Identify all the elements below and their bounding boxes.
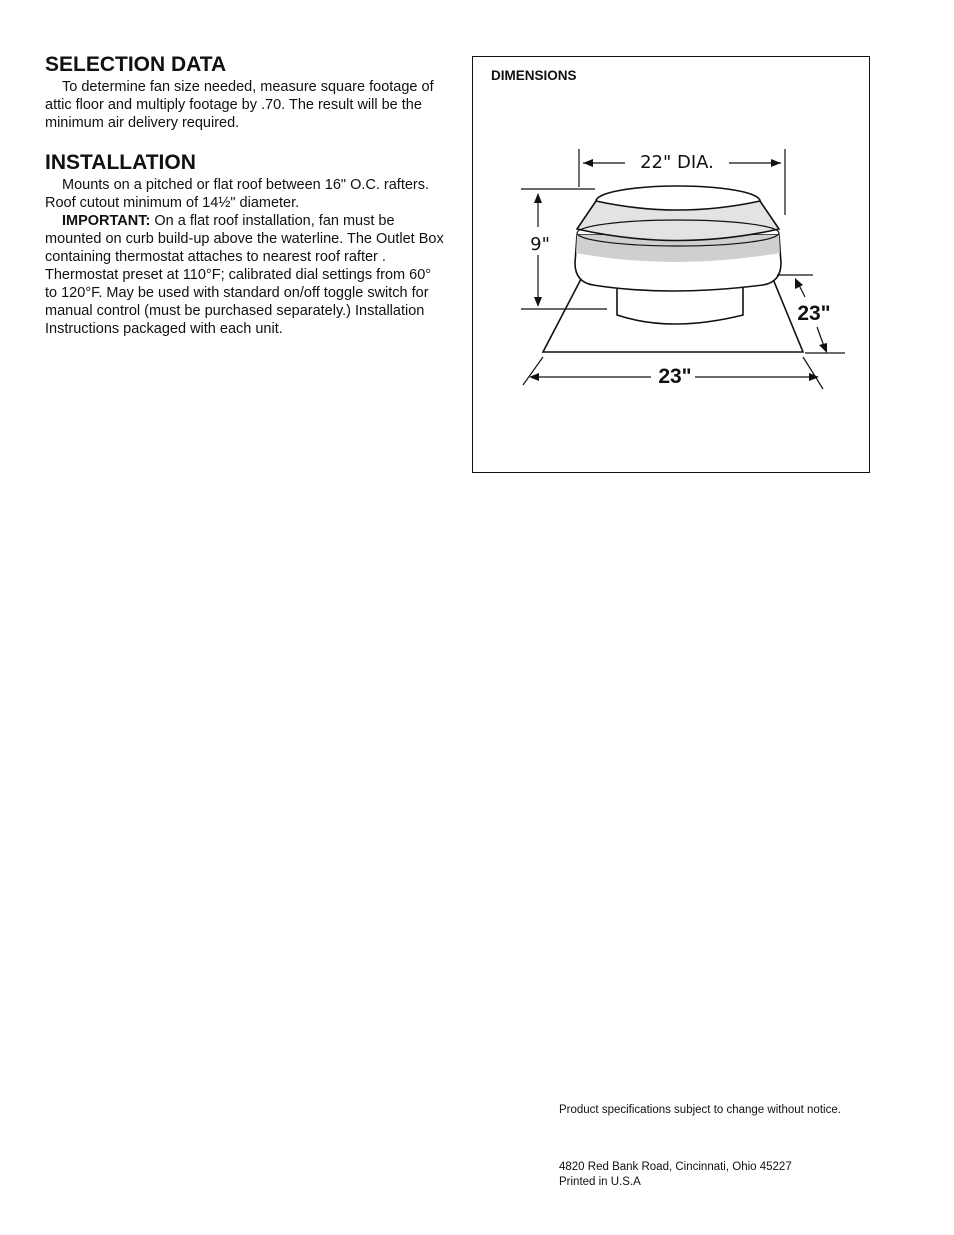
company-address: 4820 Red Bank Road, Cincinnati, Ohio 45227 <box>559 1161 792 1173</box>
important-label: IMPORTANT: <box>62 213 151 229</box>
installation-heading: INSTALLATION <box>45 151 196 174</box>
side-label: 23" <box>797 302 831 325</box>
installation-para-1: Mounts on a pitched or flat roof between 16" O.C. rafters. Roof cutout minimum of 14½" diameter. <box>45 177 430 211</box>
left-column <box>45 52 445 338</box>
height-label: 9" <box>530 234 550 255</box>
roof-vent-dimension-diagram <box>473 57 871 474</box>
selection-data-text: To determine fan size needed, measure square footage of attic floor and multiply footage by .70. The result will be the minimum air delivery required. <box>45 79 434 131</box>
installation-para-2 <box>45 212 445 338</box>
dimensions-panel <box>472 56 870 473</box>
selection-data-heading: SELECTION DATA <box>45 53 227 76</box>
dimensions-heading: DIMENSIONS <box>491 68 577 83</box>
spec-change-notice: Product specifications subject to change without notice. <box>559 1104 841 1116</box>
printed-in: Printed in U.S.A <box>559 1176 641 1188</box>
diameter-label: 22" DIA. <box>640 152 714 173</box>
installation-para-2-text: On a flat roof installation, fan must be mounted on curb build-up above the waterline. The Outlet Box containing thermostat attaches to nearest roof rafter . Thermostat preset at 110°F; calibrated dial settings from 60° to 120°F. May be used with standard on/off toggle switch for manual control (must be purchased separately.) Installation Instructions packaged with each unit. <box>45 213 444 337</box>
company-address-block <box>559 1160 792 1190</box>
base-label: 23" <box>658 365 692 388</box>
